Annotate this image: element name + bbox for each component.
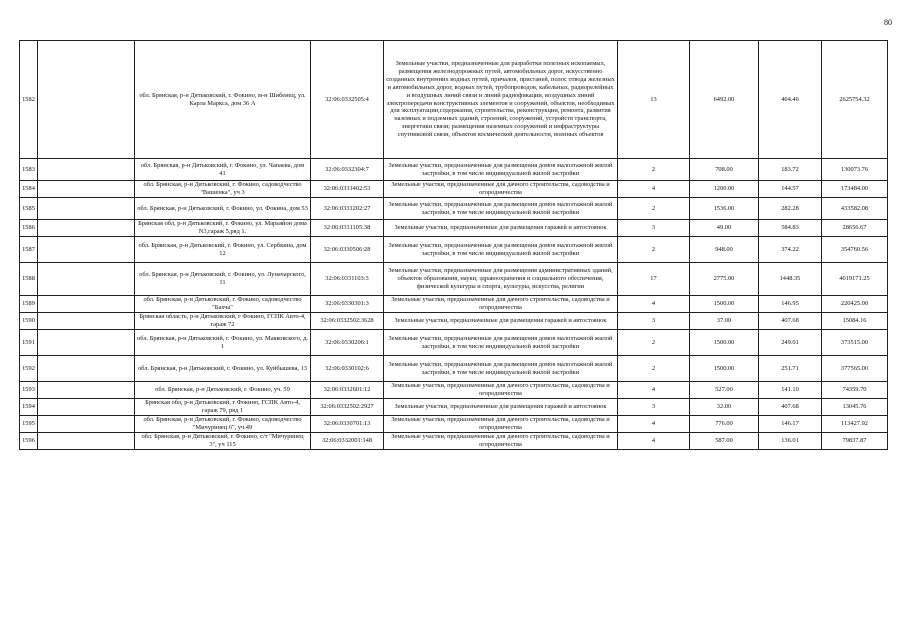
table-row — [20, 330, 888, 356]
cadastral-number-cell: 32:06:0332502:3628 — [311, 313, 384, 330]
row-number-cell: 1589 — [20, 296, 38, 313]
cadastral-value-cell: 79837.87 — [822, 432, 888, 449]
specific-value-cell: 282.28 — [759, 198, 822, 220]
land-use-code-cell: 2 — [618, 330, 690, 356]
empty-cell — [38, 296, 135, 313]
land-use-cell: Земельные участки, предназначенные для дачного строительства, садоводства и огородничества — [384, 415, 618, 432]
empty-cell — [38, 382, 135, 399]
address-cell: обл. Брянская, р-н Дятьковский, г. Фокино, садоводчество "Бахча" — [135, 296, 311, 313]
cadastral-number-cell: 32:06:0330506:28 — [311, 237, 384, 263]
cadastral-number-cell: 32:06:0330301:3 — [311, 296, 384, 313]
area-cell: 708.00 — [690, 159, 759, 181]
land-use-cell: Земельные участки, предназначенные для размещения домов малоэтажной жилой застройки, в том числе индивидуальной жилой застройки — [384, 330, 618, 356]
row-number-cell: 1588 — [20, 263, 38, 296]
cadastral-value-cell: 354760.56 — [822, 237, 888, 263]
land-use-code-cell: 4 — [618, 382, 690, 399]
land-use-cell: Земельные участки, предназначенные для размещения домов малоэтажной жилой застройки, в том числе индивидуальной жилой застройки — [384, 356, 618, 382]
land-use-code-cell: 2 — [618, 356, 690, 382]
address-cell: обл. Брянская, р-н Дятьковский, г. Фокино, ул. Луначарского, 11 — [135, 263, 311, 296]
table-row — [20, 398, 888, 415]
cadastral-value-cell: 4019171.25 — [822, 263, 888, 296]
empty-cell — [38, 415, 135, 432]
cadastral-value-cell: 130073.76 — [822, 159, 888, 181]
land-use-code-cell: 3 — [618, 220, 690, 237]
cadastral-value-cell: 220425.00 — [822, 296, 888, 313]
specific-value-cell: 183.72 — [759, 159, 822, 181]
empty-cell — [38, 398, 135, 415]
empty-cell — [38, 41, 135, 159]
land-use-code-cell: 4 — [618, 181, 690, 198]
area-cell: 49.00 — [690, 220, 759, 237]
address-cell: обл. Брянская, р-н Дятьковский, г. Фокино, ул. Чапаева, дом 41 — [135, 159, 311, 181]
cadastral-number-cell: 32:06:0331103:3 — [311, 263, 384, 296]
specific-value-cell: 1448.35 — [759, 263, 822, 296]
land-use-cell: Земельные участки, предназначенные для размещения домов малоэтажной жилой застройки, в том числе индивидуальной жилой застройки — [384, 237, 618, 263]
row-number-cell: 1591 — [20, 330, 38, 356]
area-cell: 587.00 — [690, 432, 759, 449]
land-use-code-cell: 4 — [618, 432, 690, 449]
cadastral-value-cell: 13045.76 — [822, 398, 888, 415]
row-number-cell: 1587 — [20, 237, 38, 263]
area-cell: 37.00 — [690, 313, 759, 330]
cadastral-value-cell: 15084.16 — [822, 313, 888, 330]
table-row — [20, 296, 888, 313]
table-row — [20, 313, 888, 330]
land-registry-table — [19, 40, 888, 450]
area-cell: 1200.00 — [690, 181, 759, 198]
address-cell: обл. Брянская, р-н Дятьковский, г. Фокино, с/т "Мичуринец 3", уч 115 — [135, 432, 311, 449]
empty-cell — [38, 356, 135, 382]
table-row — [20, 415, 888, 432]
row-number-cell: 1582 — [20, 41, 38, 159]
land-use-code-cell: 17 — [618, 263, 690, 296]
row-number-cell: 1585 — [20, 198, 38, 220]
land-use-code-cell: 3 — [618, 398, 690, 415]
empty-cell — [38, 159, 135, 181]
table-body — [20, 41, 888, 450]
area-cell: 948.00 — [690, 237, 759, 263]
land-use-code-cell: 4 — [618, 415, 690, 432]
land-use-cell: Земельные участки, предназначенные для размещения административных зданий, объектов образования, науки, здравоохранения и социального обеспечения, физической культуры и спорта, культуры, искусства, религии — [384, 263, 618, 296]
row-number-cell: 1592 — [20, 356, 38, 382]
row-number-cell: 1583 — [20, 159, 38, 181]
table-row — [20, 237, 888, 263]
land-use-cell: Земельные участки, предназначенные для дачного строительства, садоводства и огородничества — [384, 382, 618, 399]
address-cell: обл. Брянская, р-н Дятьковский, г. Фокино, садоводчество "Мичуринец 6", уч.49 — [135, 415, 311, 432]
area-cell: 6492.00 — [690, 41, 759, 159]
area-cell: 1500.00 — [690, 356, 759, 382]
empty-cell — [38, 330, 135, 356]
cadastral-number-cell: 32:06:0332601:12 — [311, 382, 384, 399]
cadastral-number-cell: 32:06:0332304:7 — [311, 159, 384, 181]
cadastral-value-cell: 2625754.32 — [822, 41, 888, 159]
land-use-cell: Земельные участки, предназначенные для дачного строительства, садоводства и огородничества — [384, 296, 618, 313]
specific-value-cell: 404.46 — [759, 41, 822, 159]
area-cell: 32.00 — [690, 398, 759, 415]
empty-cell — [38, 198, 135, 220]
table-row — [20, 356, 888, 382]
row-number-cell: 1590 — [20, 313, 38, 330]
specific-value-cell: 136.01 — [759, 432, 822, 449]
address-cell: обл. Брянская, р-н Дятьковский, г. Фокино, ул. Маяковского, д. 1 — [135, 330, 311, 356]
cadastral-number-cell: 32:06:0331402:53 — [311, 181, 384, 198]
empty-cell — [38, 181, 135, 198]
land-use-cell: Земельные участки, предназначенные для размещения домов малоэтажной жилой застройки, в том числе индивидуальной жилой застройки — [384, 198, 618, 220]
cadastral-value-cell: 28656.67 — [822, 220, 888, 237]
table-row — [20, 220, 888, 237]
cadastral-number-cell: 32:06:0331202:27 — [311, 198, 384, 220]
cadastral-number-cell: 32:06:0332001:148 — [311, 432, 384, 449]
row-number-cell: 1586 — [20, 220, 38, 237]
row-number-cell: 1584 — [20, 181, 38, 198]
cadastral-number-cell: 32:06:0332505:4 — [311, 41, 384, 159]
area-cell: 1500.00 — [690, 330, 759, 356]
empty-cell — [38, 313, 135, 330]
address-cell: обл. Брянская, р-н Дятьковский, г. Фокино, ул. Фокина, дом 53 — [135, 198, 311, 220]
cadastral-number-cell: 32:06:0331105:38 — [311, 220, 384, 237]
land-use-cell: Земельные участки, предназначенные для размещения гаражей и автостоянок — [384, 220, 618, 237]
row-number-cell: 1596 — [20, 432, 38, 449]
cadastral-number-cell: 32:06:0330701:13 — [311, 415, 384, 432]
cadastral-value-cell: 173484.00 — [822, 181, 888, 198]
land-use-cell: Земельные участки, предназначенные для размещения гаражей и автостоянок — [384, 313, 618, 330]
address-cell: обл. Брянская, р-н Дятьковский, г. Фокино, уч. 59 — [135, 382, 311, 399]
page-number: 80 — [884, 18, 892, 27]
empty-cell — [38, 263, 135, 296]
cadastral-number-cell: 32:06:0330206:1 — [311, 330, 384, 356]
specific-value-cell: 146.17 — [759, 415, 822, 432]
land-use-code-cell: 2 — [618, 198, 690, 220]
specific-value-cell: 407.68 — [759, 398, 822, 415]
area-cell: 1536.00 — [690, 198, 759, 220]
specific-value-cell: 251.71 — [759, 356, 822, 382]
cadastral-value-cell: 377565.00 — [822, 356, 888, 382]
empty-cell — [38, 220, 135, 237]
area-cell: 527.00 — [690, 382, 759, 399]
address-cell: обл. Брянская, р-н Дятьковский, г. Фокино, м-н Шибенец, ул. Карла Маркса, дом 36 А — [135, 41, 311, 159]
row-number-cell: 1595 — [20, 415, 38, 432]
specific-value-cell: 141.10 — [759, 382, 822, 399]
row-number-cell: 1594 — [20, 398, 38, 415]
land-use-code-cell: 2 — [618, 237, 690, 263]
address-cell: обл. Брянская, р-н Дятьковский, г. Фокино, ул. Куйбышева, 13 — [135, 356, 311, 382]
address-cell: обл. Брянская, р-н Дятьковский, г. Фокино, ул. Сербкина, дом 12 — [135, 237, 311, 263]
land-use-code-cell: 2 — [618, 159, 690, 181]
address-cell: обл. Брянская, р-н Дятьковский, г. Фокино, садоводчество "Вишенка", уч 3 — [135, 181, 311, 198]
land-use-cell: Земельные участки, предназначенные для дачного строительства, садоводства и огородничества — [384, 181, 618, 198]
cadastral-value-cell: 433582.08 — [822, 198, 888, 220]
specific-value-cell: 584.83 — [759, 220, 822, 237]
specific-value-cell: 249.01 — [759, 330, 822, 356]
table-row — [20, 432, 888, 449]
area-cell: 776.00 — [690, 415, 759, 432]
land-use-cell: Земельные участки, предназначенные для размещения домов малоэтажной жилой застройки, в том числе индивидуальной жилой застройки — [384, 159, 618, 181]
cadastral-number-cell: 32:06:0330102:6 — [311, 356, 384, 382]
cadastral-value-cell: 113427.92 — [822, 415, 888, 432]
table-row — [20, 198, 888, 220]
empty-cell — [38, 237, 135, 263]
area-cell: 2775.00 — [690, 263, 759, 296]
cadastral-value-cell: 373515.00 — [822, 330, 888, 356]
row-number-cell: 1593 — [20, 382, 38, 399]
land-use-cell: Земельные участки, предназначенные для разработки полезных ископаемых, размещения железнодорожных путей, автомобильных дорог, искусственно созданных внутренних водных путей, причалов, пристаней, полос отвода железных и автомобильных дорог, водных путей, трубопроводов, кабельных, радиорелейных и воздушных линий связи и линий радиофикации, воздушных линий электропередачи конструктивных элементов и сооружений, объектов, необходимых для эксплуатации,содержания, строительства, реконструкции, ремонта, развития наземных и подземных зданий, строений, сооружений, устройств транспорта, энергетики связи; размещения наземных сооружений и инфраструктуры спутниковой связи, объектов космической деятельности, военных объектов — [384, 41, 618, 159]
land-use-code-cell: 13 — [618, 41, 690, 159]
land-use-code-cell: 4 — [618, 296, 690, 313]
area-cell: 1500.00 — [690, 296, 759, 313]
table-row — [20, 159, 888, 181]
table-row — [20, 41, 888, 159]
address-cell: Брянская обл, р-н Дятьковский, г. Фокино, ул. Марьяйон дома N3,гараж 5,ряд 1. — [135, 220, 311, 237]
specific-value-cell: 146.95 — [759, 296, 822, 313]
land-use-cell: Земельные участки, предназначенные для дачного строительства, садоводства и огородничества — [384, 432, 618, 449]
table-row — [20, 181, 888, 198]
cadastral-number-cell: 32:06:0332502:2927 — [311, 398, 384, 415]
specific-value-cell: 374.22 — [759, 237, 822, 263]
table-row — [20, 382, 888, 399]
address-cell: Брянская область, р-н Дятьковский, г Фокино, ГСПК Авто-4, гараж 72 — [135, 313, 311, 330]
address-cell: Брянская обл, р-н Дятьковский, г Фокино, ГСПК Авто-4, гараж 79, ряд 1 — [135, 398, 311, 415]
land-use-code-cell: 3 — [618, 313, 690, 330]
empty-cell — [38, 432, 135, 449]
cadastral-value-cell: 74359.70 — [822, 382, 888, 399]
specific-value-cell: 407.68 — [759, 313, 822, 330]
land-use-cell: Земельные участки, предназначенные для размещения гаражей и автостоянок — [384, 398, 618, 415]
specific-value-cell: 144.57 — [759, 181, 822, 198]
table-row — [20, 263, 888, 296]
